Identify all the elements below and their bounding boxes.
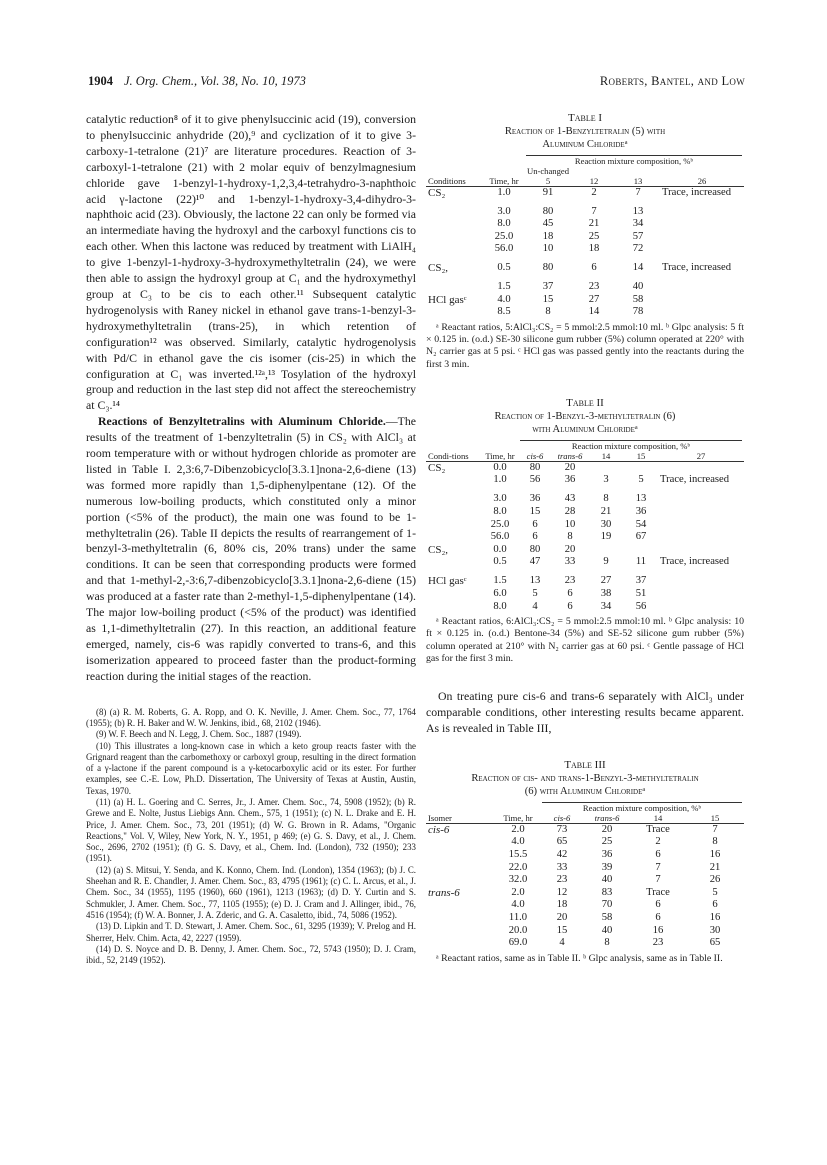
table-row	[426, 243, 744, 262]
table-cell: 43	[564, 493, 576, 505]
table-cell	[658, 506, 744, 519]
table-cell: 7	[655, 861, 661, 873]
table-cell: 6	[655, 911, 661, 923]
table-cell: HCl gasᶜ	[428, 575, 467, 588]
table-cell: 18	[588, 243, 600, 255]
footnote: (10) This illustrates a long-known case in which a keto group reacts faster with the Grignard reagent than the carbomethoxy or carboxyl group, resulting in the direct formation of a γ-lactone if the parent compound is a γ-ketocarboxylic acid or its ester. For further examples, see C.-E. Low, Ph.D. Dissertation, The University of Texas at Austin, Austin, Texas, 1970.	[86, 740, 416, 796]
footnote: (11) (a) H. L. Goering and C. Serres, Jr., J. Amer. Chem. Soc., 74, 5908 (1952); (b) R. Grewe and E. Nolte, Justus Liebigs Ann. Chem., 575, 1 (1951); (c) N. L. Drake and E. H. Price, J. Amer. Chem. Soc., 73, 201 (1951); (d) W. G. Brown in R. Adams, "Organic Reactions," Vol. V, Wiley, New York, N. Y., 1951, p 469; (e) G. S. Davy, et al., J. Chem. Soc., 2696, 2702 (1951); (f) G. S. Davy, et al., Chem. Ind. (London), 732 (1950); 233 (1951).	[86, 797, 416, 864]
table-row	[426, 912, 744, 925]
table-cell: 20.0	[508, 924, 528, 936]
table-title-cont: with Aluminum Chlorideᵃ	[532, 423, 638, 435]
table-cell: 16	[709, 848, 721, 860]
table-cell: 56	[635, 600, 647, 612]
table-cell: 2.0	[511, 823, 525, 835]
table-cell: 36	[635, 506, 647, 518]
table-cell: 67	[635, 531, 647, 543]
table-cell: 14	[632, 262, 644, 274]
table-cell: 6	[567, 588, 573, 600]
table-cell: 45	[542, 218, 554, 230]
table-cell: 28	[564, 506, 576, 518]
table-row	[426, 575, 744, 588]
table-cell	[660, 218, 744, 231]
table-cell: 21	[600, 506, 612, 518]
table-note: ᵃ Reactant ratios, same as in Table II. ᵇ Glpc analysis, same as in Table II.	[436, 952, 723, 964]
column-header: 13	[633, 176, 643, 186]
table-cell: 13	[529, 575, 541, 587]
table-2-grid	[426, 440, 744, 613]
table-cell: 91	[542, 187, 554, 198]
table-cell	[426, 506, 482, 519]
table-cell: 36	[601, 848, 613, 860]
table-cell: 36	[564, 474, 576, 486]
table-cell: 4.0	[497, 293, 511, 305]
table-row	[426, 519, 744, 532]
table-cell: 15	[529, 506, 541, 518]
paragraph: On treating pure cis-6 and trans-6 separately with AlCl₃ under comparable conditions, other interesting results became apparent. As is revealed in Table III,	[426, 689, 744, 735]
table-cell: 39	[601, 861, 613, 873]
table-row	[426, 294, 744, 307]
right-column	[426, 112, 744, 965]
table-cell	[426, 836, 496, 849]
table-cell	[588, 461, 624, 474]
table-cell	[426, 231, 484, 244]
column-header: 12	[589, 176, 599, 186]
table-cell: 1.0	[493, 474, 507, 486]
table-cell: 11.0	[508, 911, 528, 923]
table-row	[426, 187, 744, 206]
column-header: Time, hr	[489, 176, 519, 186]
table-cell: 23	[564, 575, 576, 587]
table-cell: 8.0	[493, 506, 507, 518]
table-cell	[588, 544, 624, 557]
table-cell	[426, 925, 496, 938]
footnote: (14) D. S. Noyce and D. B. Denny, J. Amer. Chem. Soc., 72, 5743 (1950); D. J. Cram, ibid., 52, 2149 (1952).	[86, 943, 416, 966]
table-cell: 73	[556, 823, 568, 835]
table-cell: 56.0	[490, 531, 510, 543]
column-header: 26	[697, 176, 707, 186]
left-body	[86, 112, 416, 685]
table-cell	[660, 206, 744, 219]
table-cell: 16	[652, 924, 664, 936]
right-body	[426, 689, 744, 737]
table-cell	[426, 849, 496, 862]
table-cell	[426, 874, 496, 887]
table-cell: 38	[600, 588, 612, 600]
table-cell: 25.0	[490, 518, 510, 530]
table-row	[426, 281, 744, 294]
table-row	[426, 874, 744, 887]
table-cell: Trace, increased	[660, 474, 730, 486]
table-cell	[426, 556, 482, 575]
column-header: 27	[696, 450, 706, 461]
table-cell: 21	[588, 218, 600, 230]
table-cell: 78	[632, 306, 644, 318]
table-cell: 6	[532, 531, 538, 543]
column-header: Time, hr	[485, 450, 515, 461]
table-cell: 72	[632, 243, 644, 255]
table-row	[426, 862, 744, 875]
left-column	[86, 112, 416, 966]
table-cell: 65	[709, 937, 721, 949]
table-cell	[660, 281, 744, 294]
table-cell	[426, 243, 484, 262]
table-cell	[660, 294, 744, 307]
table-cell: 0.5	[493, 556, 507, 568]
table-cell: 16	[709, 911, 721, 923]
span-header: Reaction mixture composition, %ᵇ	[526, 155, 742, 166]
table-cell: 54	[635, 518, 647, 530]
table-cell: 7	[591, 205, 597, 217]
table-row	[426, 925, 744, 938]
table-row	[426, 231, 744, 244]
table-cell: 80	[529, 461, 541, 473]
table-title: Reaction of 1-Benzyl-3-methyltetralin (6)	[494, 410, 676, 422]
table-note: ᵃ Reactant ratios, 5:AlCl₃:CS₂ = 5 mmol:2.5 mmol:10 ml. ᵇ Glpc analysis: 5 ft × 0.125 in. (o.d.) SE-30 silicone gum rubber (5%) column operated at 220° with N₂ carrier gas at 5 psi. ᶜ HCl gas was passed gently into the reactants during the first 3 min.	[426, 322, 744, 370]
table-row	[426, 218, 744, 231]
table-notes	[426, 616, 744, 665]
table-cell: 36	[529, 493, 541, 505]
table-cell: 4	[532, 600, 538, 612]
table-cell	[658, 588, 744, 601]
table-row	[426, 531, 744, 544]
table-cell	[426, 531, 482, 544]
table-cell: 11	[635, 556, 647, 568]
table-cell	[658, 531, 744, 544]
table-cell	[426, 588, 482, 601]
table-row	[426, 588, 744, 601]
table-row	[426, 556, 744, 575]
table-title: Reaction of cis- and trans-1-Benzyl-3-methyltetralin	[471, 772, 699, 784]
table-cell: 3.0	[493, 493, 507, 505]
table-1-body	[426, 187, 744, 320]
table-row	[426, 306, 744, 319]
table-row	[426, 506, 744, 519]
table-row	[426, 823, 744, 836]
table-cell: 32.0	[508, 874, 528, 886]
table-cell: 20	[564, 461, 576, 473]
table-cell: 1.0	[497, 187, 511, 198]
column-header: 15	[710, 812, 720, 823]
section-heading: Reactions of Benzyltetralins with Aluminum Chloride.	[98, 414, 386, 429]
table-title-cont: (6) with Aluminum Chlorideᵃ	[524, 785, 646, 797]
table-cell: 42	[556, 848, 568, 860]
table-cell	[426, 937, 496, 950]
table-cell	[660, 231, 744, 244]
table-cell: 25.0	[494, 230, 514, 242]
table-2-body	[426, 461, 744, 613]
table-cell: 37	[635, 575, 647, 587]
column-header: Condi-tions	[428, 450, 469, 461]
table-cell: 6.0	[493, 588, 507, 600]
table-cell	[426, 218, 484, 231]
table-cell: 40	[601, 874, 613, 886]
table-cell	[658, 575, 744, 588]
table-row	[426, 206, 744, 219]
table-cell: 3	[603, 474, 609, 486]
column-header: cis-6	[526, 450, 544, 461]
table-row	[426, 899, 744, 912]
table-cell: 3.0	[497, 205, 511, 217]
paragraph: catalytic reduction⁸ of it to give phenylsuccinic acid (19), conversion to phenylsuccinic anhydride (20),⁹ and cyclization of it to give 3-carboxy-1-tetralone (21)⁷ are literature procedures. Reaction of 3-carboxyl-1-tetralone (21) with 2 molar equiv of benzylmagnesium chloride gave 1-benzyl-1-hydroxy-1,2,3,4-tetrahydro-3-naphthoic acid γ-lactone (22)¹⁰ and 1-benzyl-1-hydroxy-3,4-dihydro-3-naphthoic acid (23). Obviously, the lactone 22 can only be formed via an intermediate having the hydroxyl and the carboxyl functions cis to each other. When this lactone was reduced by treatment with LiAlH₄ to give 1-benzyl-1-hydroxy-3-hydroxymethyltetralin (24), we were then able to assign the hydroxyl group at C₁ and the hydroxymethyl group at C₃ to be cis to each other.¹¹ Subsequent catalytic hydrogenolysis with Raney nickel in ethanol gave trans-1-benzyl-3-hydroxymethyltetralin (trans-25), in which retention of configuration¹² was observed. Similarly, catalytic hydrogenolysis with Pd/C in ethanol gave the cis isomer (cis-25) in which the configuration at C₁ was inverted.¹²ᵃ,¹³ Tosylation of the hydroxyl group and reduction in the last step did not affect the stereochemistry at C₃.¹⁴	[86, 112, 416, 413]
table-cell: 1.5	[497, 281, 511, 293]
table-cell: 80	[542, 262, 554, 274]
table-cell: 21	[709, 861, 721, 873]
table-cell: 22.0	[508, 861, 528, 873]
table-label: Table II	[566, 396, 604, 409]
table-cell: 14	[588, 306, 600, 318]
table-3-body	[426, 823, 744, 949]
table-cell: Trace	[646, 823, 670, 835]
table-cell: 6	[567, 600, 573, 612]
table-cell: 40	[601, 924, 613, 936]
table-cell	[426, 306, 484, 319]
footnote: (12) (a) S. Mitsui, Y. Senda, and K. Konno, Chem. Ind. (London), 1354 (1963); (b) J. C. Sheehan and R. E. Chandler, J. Amer. Chem. Soc., 83, 4795 (1961); (c) C. L. Arcus, et al., J. Chem. Soc., 34 (1955), 1195 (1960), 660 (1961), 1213 (1963); (d) D. Y. Curtin and S. Schmukler, J. Amer. Chem. Soc., 77, 1105 (1955); (e) D. J. Cram and J. Allinger, ibid., 76, 4516 (1954); (f) W. A. Bonner, J. A. Zderic, and G. A. Casaletto, ibid., 74, 5086 (1952).	[86, 864, 416, 920]
table-cell: 37	[542, 281, 554, 293]
table-cell	[658, 519, 744, 532]
column-header: Un-changed 5	[527, 166, 569, 186]
table-cell: 51	[635, 588, 647, 600]
table-row	[426, 601, 744, 614]
section-paragraph	[86, 414, 416, 684]
table-cell: 7	[712, 823, 718, 835]
table-cell	[426, 281, 484, 294]
column-header: trans-6	[594, 812, 620, 823]
table-row	[426, 262, 744, 281]
column-header: Isomer	[428, 812, 452, 823]
table-cell: 57	[632, 230, 644, 242]
table-cell: CS₂,	[428, 262, 449, 275]
table-cell: 4.0	[511, 836, 525, 848]
table-1	[426, 112, 744, 371]
table-cell: 2	[591, 187, 597, 198]
table-cell	[426, 474, 482, 493]
table-cell	[426, 899, 496, 912]
footnote: (13) D. Lipkin and T. D. Stewart, J. Amer. Chem. Soc., 61, 3295 (1939); V. Prelog and H. Sherrer, Helv. Chim. Acta, 42, 2227 (1959).	[86, 921, 416, 943]
table-cell: 7	[655, 874, 661, 886]
table-cell: 6	[655, 848, 661, 860]
table-cell: 30	[709, 924, 721, 936]
journal-citation: J. Org. Chem., Vol. 38, No. 10, 1973	[124, 74, 306, 88]
page-number: 1904	[88, 74, 113, 88]
table-cell: 6	[655, 899, 661, 911]
table-row	[426, 937, 744, 950]
section-text: —The results of the treatment of 1-benzyltetralin (5) in CS₂ with AlCl₃ at room temperature with or without hydrogen chloride as promoter are listed in Table I. 2,3:6,7-Dibenzobicyclo[3.3.1]nona-2,6-diene (13) was formed more rapidly than 1,5-diphenylpentane (12). Of the numerous low-boiling products, which constituted only a minor portion (<5% of the product), the main one was found to be 1-methyltetralin (26). Table II depicts the results of rearrangement of 1-benzyl-3-methyltetralin (6, 80% cis, 20% trans) under the same conditions. It can be seen that corresponding products were formed and that 1-methyl-2,-3:6,7-dibenzobicyclo[3.3.1]nona-2,6-diene (15) was produced at a faster rate than 2-methyl-1,5-diphenylpentane (14). The major low-boiling product (<5% of the product) was identified as 1,1-dimethyltetralin (27). In this reaction, an additional feature emerged, namely, cis-6 was rapidly converted to trans-6, and this isomerization appeared to proceed faster than the product-forming reaction during the initial stages of the reaction.	[86, 414, 416, 683]
table-cell: 8	[567, 531, 573, 543]
table-cell: 5	[712, 886, 718, 898]
table-cell: 70	[601, 899, 613, 911]
table-cell: Trace, increased	[660, 556, 730, 568]
table-title-cont: Aluminum Chlorideᵃ	[542, 139, 628, 150]
table-row	[426, 887, 744, 900]
table-cell	[658, 493, 744, 506]
table-cell	[426, 519, 482, 532]
table-cell: 40	[632, 281, 644, 293]
table-1-grid	[426, 155, 744, 319]
table-cell: CS₂,	[428, 543, 449, 556]
table-cell: 25	[588, 230, 600, 242]
footnote: (9) W. F. Beech and N. Legg, J. Chem. Soc., 1887 (1949).	[96, 729, 302, 740]
table-row	[426, 474, 744, 493]
table-cell	[426, 601, 482, 614]
table-cell: trans-6	[428, 886, 460, 899]
table-cell: 10	[564, 518, 576, 530]
table-3-grid	[426, 802, 744, 950]
table-title: Reaction of 1-Benzyltetralin (5) with	[504, 126, 666, 137]
table-cell: 10	[542, 243, 554, 255]
table-cell	[660, 306, 744, 319]
table-cell: 27	[588, 293, 600, 305]
column-header: Time, hr	[503, 812, 533, 823]
table-cell: 23	[652, 937, 664, 949]
table-cell: 47	[529, 556, 541, 568]
footnotes	[86, 707, 416, 967]
table-note: ᵃ Reactant ratios, 6:AlCl₃:CS₂ = 5 mmol:2.5 mmol:10 ml. ᵇ Glpc analysis: 10 ft × 0.125 in. (o.d.) Bentone-34 (5%) and SE-52 silicone gum rubber (5%) column operated at 210° with N₂ carrier gas at 60 psi. ᶜ Gentle passage of HCl gas for the first 3 min.	[426, 616, 744, 664]
table-cell	[658, 601, 744, 614]
table-cell: 33	[556, 861, 568, 873]
table-cell: Trace	[646, 886, 670, 898]
table-cell: Trace, increased	[662, 187, 732, 198]
table-cell: 34	[632, 218, 644, 230]
table-cell: 69.0	[508, 937, 528, 949]
table-cell: 65	[556, 836, 568, 848]
table-cell: 6	[591, 262, 597, 274]
table-cell: 0.0	[493, 461, 507, 473]
table-cell: 0.5	[497, 262, 511, 274]
column-header: 15	[636, 450, 646, 461]
table-3	[426, 759, 744, 965]
column-header: trans-6	[557, 450, 583, 461]
table-cell: 8	[604, 937, 610, 949]
table-cell: 7	[635, 187, 641, 198]
table-cell: 13	[632, 205, 644, 217]
table-cell: 20	[556, 911, 568, 923]
table-cell: 58	[632, 293, 644, 305]
table-cell: 27	[600, 575, 612, 587]
table-cell	[426, 493, 482, 506]
table-cell: 8.5	[497, 306, 511, 318]
running-header	[88, 74, 745, 92]
table-cell: 80	[542, 205, 554, 217]
column-header: Conditions	[428, 176, 466, 186]
table-cell: 2	[655, 836, 661, 848]
table-cell: 18	[556, 899, 568, 911]
table-cell: 5	[638, 474, 644, 486]
table-label: Table III	[564, 758, 606, 771]
table-cell: CS₂	[428, 187, 446, 199]
table-cell: 15.5	[508, 848, 528, 860]
table-cell: 8.0	[493, 600, 507, 612]
running-authors: Roberts, Bantel, and Low	[599, 74, 745, 88]
column-header: 14	[653, 812, 663, 823]
table-cell: Trace, increased	[662, 262, 732, 274]
table-cell: 25	[601, 836, 613, 848]
table-cell	[658, 544, 744, 557]
table-label: Table I	[567, 112, 603, 124]
table-cell: 18	[542, 230, 554, 242]
table-cell: 15	[556, 924, 568, 936]
table-2	[426, 397, 744, 665]
table-cell	[624, 544, 658, 557]
table-cell: 23	[556, 874, 568, 886]
table-cell: 0.0	[493, 543, 507, 555]
span-header: Reaction mixture composition, %ᵇ	[520, 440, 742, 451]
table-cell: 4	[559, 937, 565, 949]
table-cell: 26	[709, 874, 721, 886]
table-cell: 34	[600, 600, 612, 612]
table-cell: 15	[542, 293, 554, 305]
table-cell: 2.0	[511, 886, 525, 898]
table-cell: 5	[532, 588, 538, 600]
table-cell	[426, 206, 484, 219]
table-cell: 56.0	[494, 243, 514, 255]
table-cell: 58	[601, 911, 613, 923]
table-cell: 8.0	[497, 218, 511, 230]
table-cell	[426, 912, 496, 925]
footnote: (8) (a) R. M. Roberts, G. A. Ropp, and O. K. Neville, J. Amer. Chem. Soc., 77, 1764 (1955); (b) R. H. Baker and W. W. Jenkins, ibid., 68, 2102 (1946).	[86, 706, 416, 728]
table-cell: CS₂	[428, 461, 446, 474]
table-cell: 6	[712, 899, 718, 911]
table-cell: 30	[600, 518, 612, 530]
table-cell: 83	[601, 886, 613, 898]
table-cell: 20	[601, 823, 613, 835]
table-cell: 6	[532, 518, 538, 530]
table-cell: 56	[529, 474, 541, 486]
table-cell: 33	[564, 556, 576, 568]
table-row	[426, 461, 744, 474]
table-cell: 8	[545, 306, 551, 318]
table-cell: 23	[588, 281, 600, 293]
table-cell: 19	[600, 531, 612, 543]
table-cell: 12	[556, 886, 568, 898]
table-cell: 8	[712, 836, 718, 848]
table-cell: 80	[529, 543, 541, 555]
column-header: cis-6	[553, 812, 571, 823]
table-cell: 4.0	[511, 899, 525, 911]
column-header: 14	[601, 450, 611, 461]
table-cell: 1.5	[493, 575, 507, 587]
table-notes	[426, 953, 744, 965]
table-cell: HCl gasᶜ	[428, 293, 467, 306]
span-header: Reaction mixture composition, %ᵇ	[542, 802, 742, 813]
table-row	[426, 849, 744, 862]
table-cell	[660, 243, 744, 262]
table-cell	[624, 461, 658, 474]
table-row	[426, 493, 744, 506]
table-cell: 8	[603, 493, 609, 505]
table-cell: cis-6	[428, 823, 450, 836]
table-cell: 13	[635, 493, 647, 505]
table-notes	[426, 322, 744, 371]
table-cell: 9	[603, 556, 609, 568]
table-cell: 20	[564, 543, 576, 555]
table-row	[426, 836, 744, 849]
table-cell	[426, 862, 496, 875]
table-cell	[658, 461, 744, 474]
table-row	[426, 544, 744, 557]
